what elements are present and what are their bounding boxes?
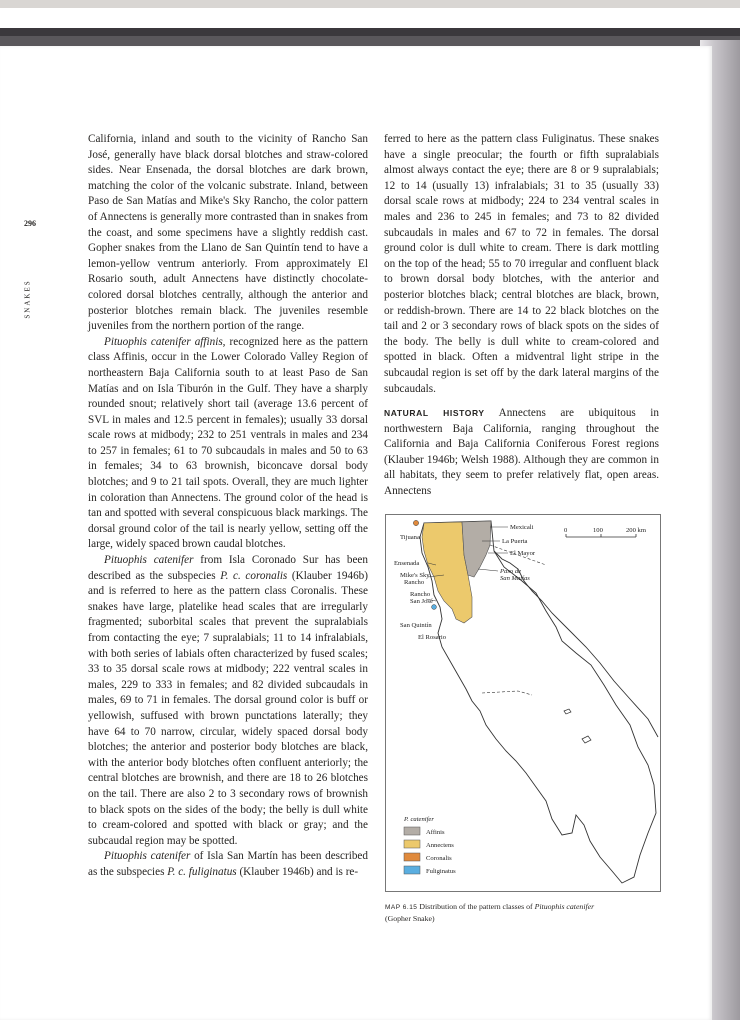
place-label-el-mayor: El Mayor	[510, 550, 536, 557]
legend-swatch-fuliginatus	[404, 866, 420, 874]
place-label-mexicali: Mexicali	[510, 524, 534, 531]
paragraph-text: of Isla San Martín has been described as the subspecies	[88, 850, 368, 878]
place-label-paso: Paso de	[500, 568, 522, 575]
place-label-rancho: Rancho	[410, 591, 431, 598]
paragraph-text: Annectens are ubiquitous in northwestern Baja California, ranging throughout the California and Baja California Coniferous Forest regions (Klauber 1946b; Welsh 1988). Although they are common in all habitats, they seem to prefer relatively flat, open areas. Annectens	[384, 407, 660, 498]
page-number: 296	[24, 219, 36, 228]
section-heading: NATURAL HISTORY	[384, 408, 485, 419]
paragraph-text: (Klauber 1946b) and is re-	[236, 865, 359, 878]
coronalis-locality	[413, 520, 418, 525]
paragraph	[88, 335, 368, 553]
paragraph: ferred to here as the pattern class Fuliginatus. These snakes have a single preocular; the fourth or fifth supralabials almost always contact the eye; there are 8 or 9 supralabials; 12 to 14 (usually 13) infralabials; 31 to 35 (usually 33) dorsal scale rows at midbody; 224 to 234 ventral scales in males and 236 to 245 in females; and 73 to 82 divided subcaudals in males and 67 to 72 in females. The dorsal ground color is dull white to cream. There is dark mottling on the top of the head; 55 to 70 irregular and confluent black to brown dorsal body blotches, with the anterior and posterior blotches black; central blotches are black, brown, or reddish-brown. There are 14 to 22 black blotches on the tail and 2 or 3 secondary rows of black spots on the sides of the body. The belly is dull white to cream-colored and spotted in black. Often a midventral light stripe in the subcaudal region is set off by the dark lateral margins of the subcaudals.	[384, 133, 659, 395]
place-label-paso-2: San Matías	[500, 575, 530, 582]
legend-swatch-coronalis	[404, 853, 420, 861]
place-label-rancho-2: San José	[410, 598, 433, 605]
legend-swatch-annectens	[404, 840, 420, 848]
scale-bar	[564, 527, 647, 537]
subspecies-name: P. c. coronalis	[220, 569, 288, 582]
running-head-wrap	[23, 275, 38, 325]
place-label-san-quintin: San Quintín	[400, 622, 432, 629]
scale-tick-100: 100	[593, 527, 603, 534]
place-label-ensenada: Ensenada	[394, 560, 420, 567]
caption-species: Pituophis catenifer	[534, 902, 595, 911]
legend-label-coronalis: Coronalis	[426, 855, 452, 862]
place-label-el-rosario: El Rosario	[418, 634, 447, 641]
island	[564, 709, 571, 714]
running-head: SNAKES	[23, 279, 32, 319]
legend-title: P. catenifer	[404, 816, 434, 823]
species-name: Pituophis catenifer affinis,	[104, 335, 226, 348]
place-label-mikes-2: Rancho	[404, 579, 425, 586]
paragraph-text: from Isla Coronado Sur has been described as the subspecies	[88, 554, 368, 582]
paragraph-text: (Klauber 1946b) and is referred to here as the pattern class Coronalis. These snakes have large, platelike head scales that are irregularly fragmented; suborbital scales that prevent the supralabials from contacting the eye; 7 supralabials; 11 to 14 infralabials, with both series of labials often characterized by fused scales; 33 to 35 dorsal scale rows at midbody; 222 ventral scales in males, 229 to 333 in females; and 82 divided subcaudals in males, 69 to 71 in females. The dorsal ground color is buff or yellowish, suffused with brown punctations laterally; they have 64 to 70 narrow, circular, widely spaced dorsal body blotches; the anterior and posterior body blotches are black, with the anterior body blotches often confluent anteriorly; the central blotches are brownish, and there are 18 to 26 blotches on the tail. There are also 2 to 3 secondary rows of brownish to black spots on the sides of the body; the belly is dull white to cream-colored and spotted with black or gray; and the subcaudal region may be spotted.	[88, 569, 368, 847]
island	[582, 736, 591, 743]
scale-tick-0: 0	[564, 527, 568, 534]
scale-tick-200: 200 km	[626, 527, 646, 534]
legend-swatch-affinis	[404, 827, 420, 835]
caption-label: MAP 6.15	[385, 904, 418, 911]
paragraph-text: recognized here as the pattern class Affinis, occur in the Lower Colorado Valley Region of northeastern Baja California south to at least Paso de San Matías and on Isla Tiburón in the Gulf. They have a sharply rounded snout; relatively short tail (average 13.6 percent of SVL in males and 12.5 percent in females); usually 33 dorsal scale rows at midbody; 232 to 251 ventrals in males and 234 to 257 in females; 61 to 70 subcaudals in males and 50 to 63 in females; 34 to 63 brownish, biconcave dorsal body blotches; and 9 to 21 tail spots. Overall, they are much lighter in coloration than Annectens. The ground color of the head is tan and spotted with several conspicuous black markings. The dorsal ground color of the tail is nearly yellow, setting off the large, widely spaced brown caudal blotches.	[88, 335, 368, 551]
legend-label-fuliginatus: Fuliginatus	[426, 868, 456, 875]
legend-label-affinis: Affinis	[426, 829, 445, 836]
legend-label-annectens: Annectens	[426, 842, 454, 849]
map-caption	[385, 901, 685, 924]
map-legend	[403, 816, 456, 875]
place-label-mikes: Mike's Sky	[400, 572, 430, 579]
region-boundary	[482, 691, 532, 695]
place-label-la-puerta: La Puerta	[502, 538, 528, 545]
caption-text-2: (Gopher Snake)	[385, 914, 435, 923]
subspecies-name: P. c. fuliginatus	[167, 865, 237, 878]
scan-background-top	[0, 0, 740, 48]
paragraph	[88, 849, 368, 880]
place-label-tijuana: Tijuana	[400, 534, 420, 541]
left-column	[88, 132, 368, 881]
distribution-map	[385, 514, 661, 892]
paragraph	[384, 406, 659, 500]
paragraph: California, inland and south to the vicinity of Rancho San José, generally have black dorsal blotches and straw-colored sides. Near Ensenada, the dorsal blotches are dark brown, matching the color of the volcanic substrate. Inland, between Paso de San Matías and Mike's Sky Rancho, the color pattern of Annectens is generally more contrasted than in snakes from the coast, and some specimens have a slightly reddish cast. Gopher snakes from the Llano de San Quintín tend to have a lemon-yellow ventrum anteriorly. From approximately El Rosario south, adult Annectens have distinctly chocolate-colored dorsal blotches centrally, although the anterior and posterior blotches remain black. The juveniles resemble juveniles from the northern portion of the range.	[88, 133, 368, 333]
map-svg	[386, 515, 660, 891]
right-column	[384, 132, 659, 500]
species-name: Pituophis catenifer	[104, 554, 194, 567]
caption-text: Distribution of the pattern classes of	[417, 902, 535, 911]
paragraph	[88, 553, 368, 849]
species-name: Pituophis catenifer	[104, 850, 191, 863]
fuliginatus-locality	[432, 605, 437, 610]
